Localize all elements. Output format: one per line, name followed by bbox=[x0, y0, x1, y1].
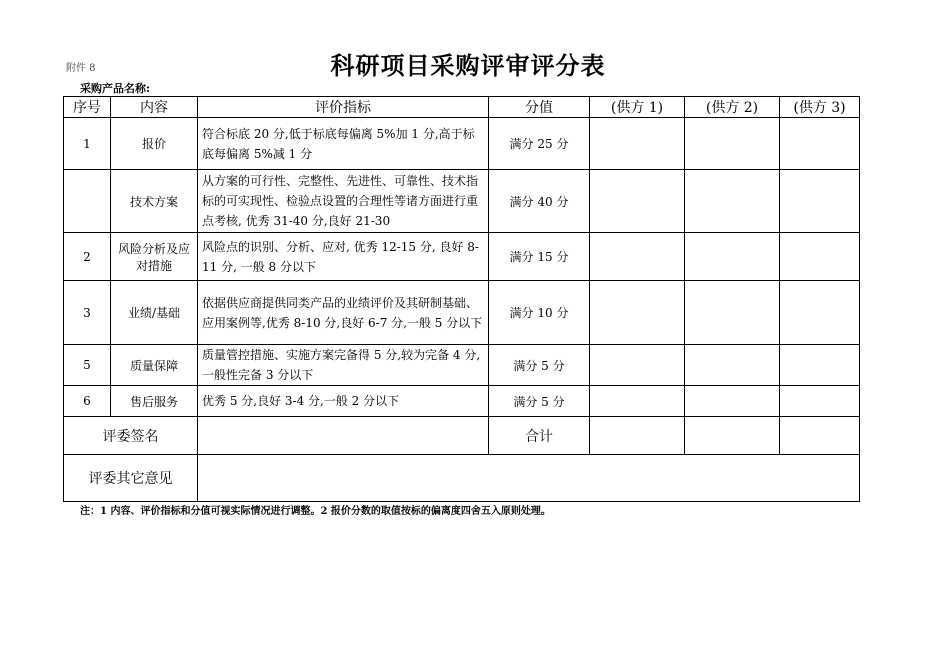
supplier2-score-cell[interactable] bbox=[685, 118, 780, 170]
row-score: 满分 25 分 bbox=[489, 118, 590, 170]
attachment-label: 附件 8 bbox=[66, 63, 96, 74]
col-criteria-header: 评价指标 bbox=[198, 97, 489, 118]
row-criteria: 优秀 5 分,良好 3-4 分,一般 2 分以下 bbox=[198, 386, 489, 417]
table-row bbox=[64, 281, 860, 345]
row-criteria: 依据供应商提供同类产品的业绩评价及其研制基础、应用案例等,优秀 8-10 分,良好 6-7 分,一般 5 分以下 bbox=[198, 281, 489, 345]
row-criteria: 符合标底 20 分,低于标底每偏离 5%加 1 分,高于标底每偏离 5%减 1 分 bbox=[198, 118, 489, 170]
row-content: 报价 bbox=[111, 118, 198, 170]
total-label: 合计 bbox=[489, 417, 590, 455]
supplier1-total-cell[interactable] bbox=[590, 417, 685, 455]
score-table bbox=[63, 96, 860, 502]
col-supplier2-header: (供方 2) bbox=[685, 97, 780, 118]
col-score-header: 分值 bbox=[489, 97, 590, 118]
supplier2-score-cell[interactable] bbox=[685, 281, 780, 345]
supplier1-score-cell[interactable] bbox=[590, 386, 685, 417]
supplier2-total-cell[interactable] bbox=[685, 417, 780, 455]
row-score: 满分 15 分 bbox=[489, 233, 590, 281]
supplier3-score-cell[interactable] bbox=[780, 345, 860, 386]
signature-label: 评委签名 bbox=[64, 417, 198, 455]
row-content: 业绩/基础 bbox=[111, 281, 198, 345]
supplier1-score-cell[interactable] bbox=[590, 233, 685, 281]
opinion-cell[interactable] bbox=[198, 455, 860, 502]
row-score: 满分 10 分 bbox=[489, 281, 590, 345]
supplier1-score-cell[interactable] bbox=[590, 118, 685, 170]
row-seq: 1 bbox=[64, 118, 111, 170]
table-row bbox=[64, 170, 860, 233]
footnote: 注：1 内容、评价指标和分值可视实际情况进行调整。2 报价分数的取值按标的偏离度四舍五入原则处理。 bbox=[80, 506, 551, 517]
col-content-header: 内容 bbox=[111, 97, 198, 118]
supplier2-score-cell[interactable] bbox=[685, 170, 780, 233]
supplier3-score-cell[interactable] bbox=[780, 118, 860, 170]
row-seq bbox=[64, 170, 111, 233]
row-seq: 5 bbox=[64, 345, 111, 386]
supplier3-score-cell[interactable] bbox=[780, 233, 860, 281]
supplier2-score-cell[interactable] bbox=[685, 345, 780, 386]
header-row bbox=[64, 97, 860, 118]
row-criteria: 质量管控措施、实施方案完备得 5 分,较为完备 4 分,一般性完备 3 分以下 bbox=[198, 345, 489, 386]
supplier3-score-cell[interactable] bbox=[780, 281, 860, 345]
supplier2-score-cell[interactable] bbox=[685, 233, 780, 281]
page-title: 科研项目采购评审评分表 bbox=[330, 51, 606, 80]
row-criteria: 风险点的识别、分析、应对, 优秀 12-15 分, 良好 8-11 分, 一般 8 分以下 bbox=[198, 233, 489, 281]
supplier1-score-cell[interactable] bbox=[590, 170, 685, 233]
row-content: 风险分析及应对措施 bbox=[111, 233, 198, 281]
supplier1-score-cell[interactable] bbox=[590, 281, 685, 345]
row-criteria: 从方案的可行性、完整性、先进性、可靠性、技术指标的可实现性、检验点设置的合理性等诸方面进行重点考核, 优秀 31-40 分,良好 21-30 bbox=[198, 170, 489, 233]
table-row bbox=[64, 345, 860, 386]
product-name-label: 采购产品名称: bbox=[80, 82, 151, 95]
row-score: 满分 5 分 bbox=[489, 386, 590, 417]
supplier3-score-cell[interactable] bbox=[780, 170, 860, 233]
row-seq: 2 bbox=[64, 233, 111, 281]
col-supplier3-header: (供方 3) bbox=[780, 97, 860, 118]
row-content: 售后服务 bbox=[111, 386, 198, 417]
row-seq: 6 bbox=[64, 386, 111, 417]
col-supplier1-header: (供方 1) bbox=[590, 97, 685, 118]
table-row bbox=[64, 118, 860, 170]
col-seq-header: 序号 bbox=[64, 97, 111, 118]
supplier3-total-cell[interactable] bbox=[780, 417, 860, 455]
row-content: 技术方案 bbox=[111, 170, 198, 233]
row-score: 满分 40 分 bbox=[489, 170, 590, 233]
opinion-label: 评委其它意见 bbox=[64, 455, 198, 502]
signature-row bbox=[64, 417, 860, 455]
row-score: 满分 5 分 bbox=[489, 345, 590, 386]
signature-cell[interactable] bbox=[198, 417, 489, 455]
row-content: 质量保障 bbox=[111, 345, 198, 386]
supplier1-score-cell[interactable] bbox=[590, 345, 685, 386]
supplier2-score-cell[interactable] bbox=[685, 386, 780, 417]
opinion-row bbox=[64, 455, 860, 502]
row-seq: 3 bbox=[64, 281, 111, 345]
supplier3-score-cell[interactable] bbox=[780, 386, 860, 417]
table-row bbox=[64, 233, 860, 281]
table-row bbox=[64, 386, 860, 417]
